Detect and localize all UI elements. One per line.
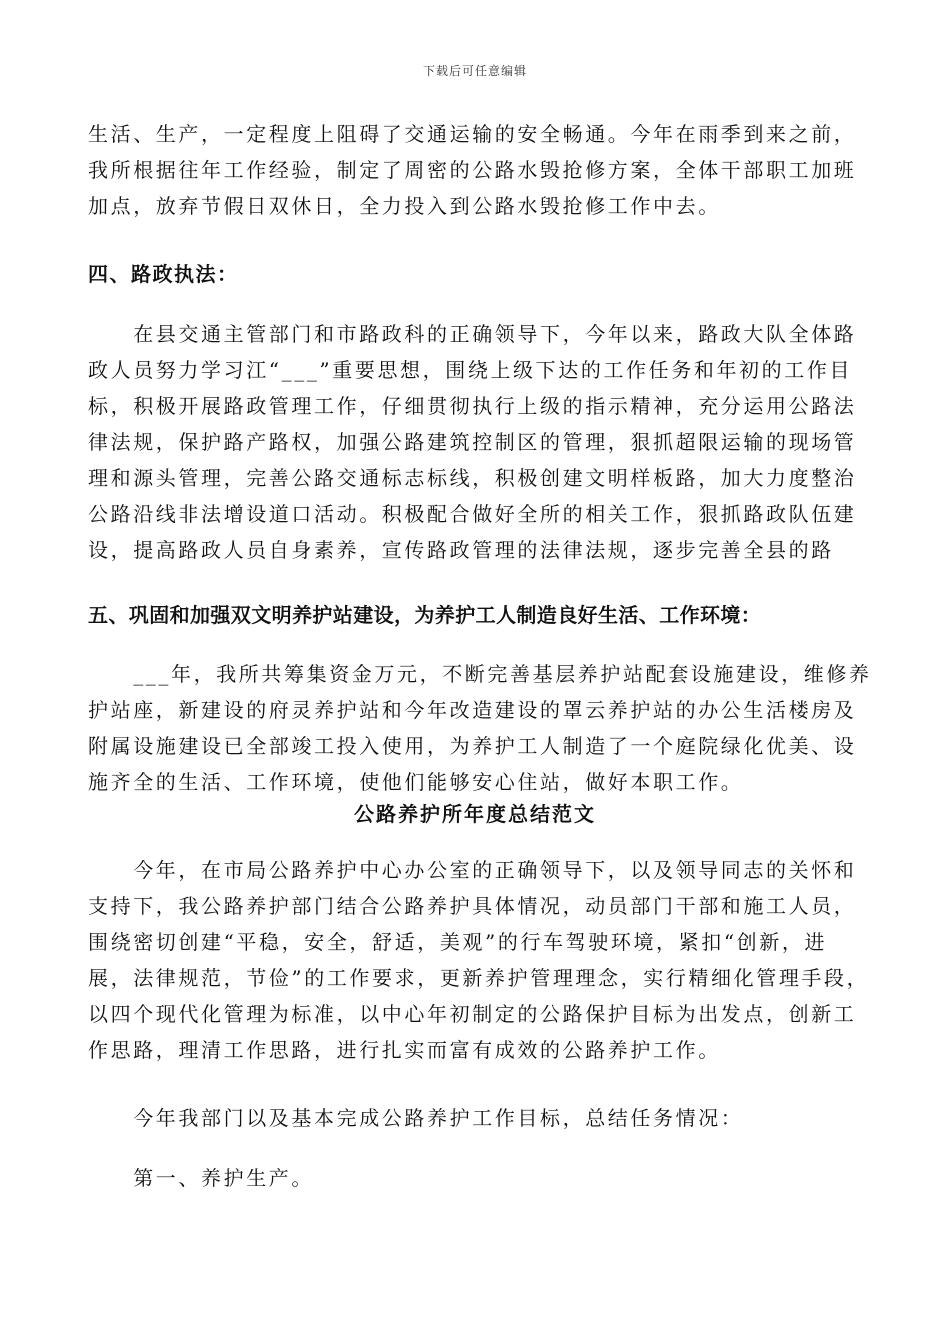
paragraph-civilized-stations <box>88 656 872 800</box>
text-line: 支持下，我公路养护部门结合公路养护具体情况，动员部门干部和施工人员， <box>88 894 857 918</box>
text-line: 护站座，新建设的府灵养护站和今年改造建设的罩云养护站的办公生活楼房及 <box>88 698 857 722</box>
text-line: 生活、生产，一定程度上阻碍了交通运输的安全畅通。今年在雨季到来之前， <box>88 122 857 146</box>
text-line: 公路沿线非法增设道口活动。积极配合做好全所的相关工作，狠抓路政队伍建 <box>88 502 857 526</box>
text-line: 展，法律规范，节俭”的工作要求，更新养护管理理念，实行精细化管理手段， <box>88 966 870 990</box>
paragraph-annual-summary <box>88 852 870 1068</box>
paragraph-first-item: 第一、养护生产。 <box>88 1166 314 1190</box>
document-title: 公路养护所年度总结范文 <box>354 802 596 826</box>
paragraph-maintenance-intro <box>88 116 862 224</box>
text-line: 施齐全的生活、工作环境，使他们能够安心住站，做好本职工作。 <box>88 770 744 794</box>
section-heading-civilized-stations: 五、巩固和加强双文明养护站建设，为养护工人制造良好生活、工作环境： <box>88 603 762 627</box>
text-line: 我所根据往年工作经验，制定了周密的公路水毁抢修方案，全体干部职工加班 <box>88 158 857 182</box>
text-line: 作思路，理清工作思路，进行扎实而富有成效的公路养护工作。 <box>88 1038 721 1062</box>
text-line: 律法规，保护路产路权，加强公路建筑控制区的管理，狠抓超限运输的现场管 <box>88 430 857 454</box>
text-line: 设，提高路政人员自身素养，宣传路政管理的法律法规，逐步完善全县的路 <box>88 538 834 562</box>
section-heading-road-enforcement: 四、路政执法： <box>88 262 239 286</box>
paragraph-task-summary: 今年我部门以及基本完成公路养护工作目标，总结任务情况： <box>88 1106 744 1130</box>
text-line: ___年，我所共筹集资金万元，不断完善基层养护站配套设施建设，维修养 <box>88 662 872 686</box>
text-line: 今年，在市局公路养护中心办公室的正确领导下，以及领导同志的关怀和 <box>88 858 857 882</box>
text-line: 标，积极开展路政管理工作，仔细贯彻执行上级的指示精神，充分运用公路法 <box>88 394 857 418</box>
text-line: 围绕密切创建“平稳，安全，舒适，美观”的行车驾驶环境，紧扣“创新，进 <box>88 930 828 954</box>
text-line: 以四个现代化管理为标准，以中心年初制定的公路保护目标为出发点，创新工 <box>88 1002 857 1026</box>
page-header-note: 下载后可任意编辑 <box>422 64 527 78</box>
text-line: 理和源头管理，完善公路交通标志标线，积极创建文明样板路，加大力度整治 <box>88 466 857 490</box>
text-line: 在县交通主管部门和市路政科的正确领导下，今年以来，路政大队全体路 <box>88 322 857 346</box>
text-line: 政人员努力学习江“___”重要思想，围绕上级下达的工作任务和年初的工作目 <box>88 358 853 382</box>
text-line: 附属设施建设已全部竣工投入使用，为养护工人制造了一个庭院绿化优美、设 <box>88 734 857 758</box>
text-line: 加点，放弃节假日双休日，全力投入到公路水毁抢修工作中去。 <box>88 194 721 218</box>
paragraph-road-enforcement <box>88 316 862 568</box>
